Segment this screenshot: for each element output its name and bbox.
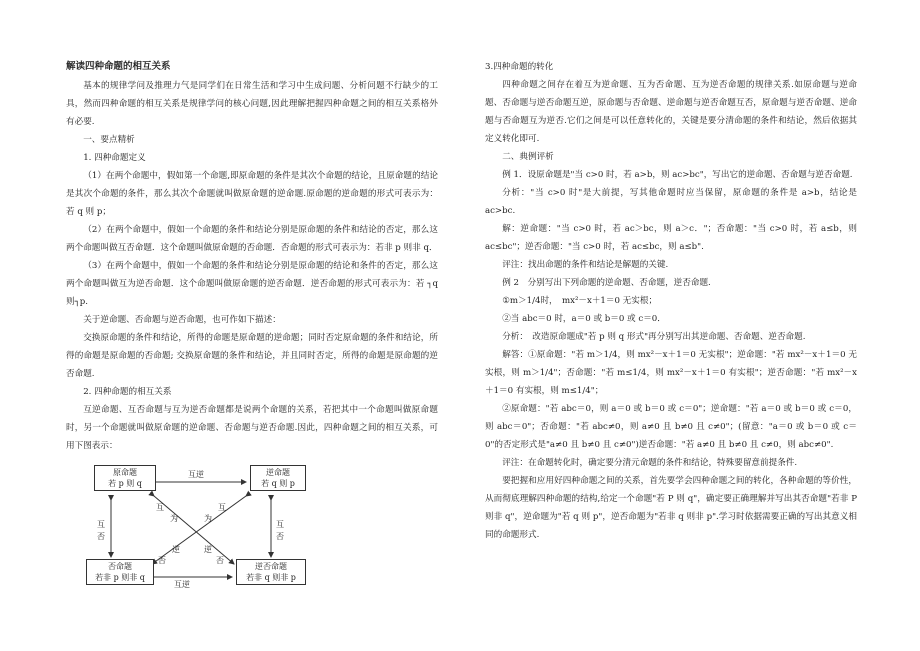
label-diag2-4: 否 [158, 556, 166, 565]
box-inverse-form: 若非 p 则非 q [95, 573, 145, 582]
example-2-analysis: 分析： 改造原命题成"若 p 则 q 形式"再分别写出其逆命题、否命题、逆否命题. [502, 332, 806, 342]
example-2-item-1: ①m＞1/4时， mx²－x＋1＝0 无实根； [502, 296, 658, 306]
example-1-analysis: 分析："当 c>0 时"是大前提，写其他命题时应当保留，原命题的条件是 a>b，结论是 ac>bc. [485, 188, 857, 216]
subheading-relations: 2. 四种命题的相互关系 [83, 387, 172, 397]
example-2-comment: 评注：在命题转化时，确定要分清元命题的条件和结论，特殊要留意前提条件. [502, 458, 798, 468]
four-propositions-diagram [66, 462, 438, 602]
label-left-2: 否 [97, 532, 105, 541]
example-2-item-2: ②当 abc＝0 时，a＝0 或 b＝0 或 c＝0． [502, 314, 666, 324]
article-title: 解读四种命题的相互关系 [66, 61, 171, 72]
definition-contrapositive: （3）在两个命题中，假如一个命题的条件和结论分别是原命题的结论和条件的否定，那么这两个命题叫做互为逆否命题．这个命题叫做原命题的逆否命题．逆否命题的形式可表示为：若 ┐q 则┐p. [66, 261, 438, 307]
box-inverse-title: 否命题 [108, 562, 132, 571]
label-bottom: 互逆 [174, 580, 190, 589]
left-column [66, 58, 438, 602]
subheading-definitions: 1. 四种命题定义 [83, 153, 146, 163]
box-contrapositive [236, 559, 306, 585]
label-right-1: 互 [276, 520, 284, 529]
box-original-form: 若 p 则 q [108, 479, 142, 488]
box-converse-title: 逆命题 [266, 468, 290, 477]
box-contrapositive-form: 若非 q 则非 p [246, 573, 296, 582]
label-diag2-1: 互 [218, 503, 226, 512]
label-diag2-3: 逆 [172, 545, 180, 554]
box-original-title: 原命题 [113, 468, 137, 477]
box-converse [250, 465, 306, 491]
label-diag1-1: 互 [156, 503, 164, 512]
label-diag2-2: 为 [204, 514, 212, 523]
section-heading-2: 二、典例评析 [502, 152, 554, 162]
example-1-comment: 评注：找出命题的条件和结论是解题的关键. [502, 260, 669, 270]
definition-inverse: （2）在两个命题中，假如一个命题的条件和结论分别是原命题的条件和结论的否定，那么这两个命题叫做互否命题．这个命题叫做原命题的否命题．否命题的形式可表示为：若非 p 则非 q． [66, 225, 438, 253]
box-converse-form: 若 q 则 p [261, 479, 295, 488]
right-column [485, 58, 857, 544]
label-diag1-3: 逆 [204, 545, 212, 554]
label-diag1-4: 否 [216, 556, 224, 565]
example-1-solution: 解：逆命题："当 c>0 时，若 ac＞bc，则 a＞c．"；否命题："当 c>0 时，若 a≤b，则 ac≤bc"；逆否命题："当 c>0 时，若 ac≤bc，则 a≤b". [485, 224, 857, 252]
box-inverse [86, 559, 154, 585]
example-2-solution-2: ②原命题："若 abc＝0，则 a＝0 或 b＝0 或 c＝0"；逆命题："若 a＝0 或 b＝0 或 c＝0，则 abc＝0"；否命题："若 abc≠0，则 a≠0 且 b≠0 且 c≠0"；(留意："a＝0 或 b＝0 或 c＝0"的否定形式是"a≠0 且 b≠0 且 c≠0")逆否命题："若 a≠0 且 b≠0 且 c≠0，则 abc≠0". [485, 404, 857, 450]
box-original [94, 465, 156, 491]
relations-paragraph: 互逆命题、互否命题与互为逆否命题都是说两个命题的关系，若把其中一个命题叫做原命题时，另一个命题就叫做原命题的逆命题、否命题与逆否命题.因此，四种命题之间的相互关系，可用下图表示： [66, 405, 438, 451]
box-contrapositive-title: 逆否命题 [255, 562, 287, 571]
label-left-1: 互 [97, 520, 105, 529]
label-right-2: 否 [276, 532, 284, 541]
example-2: 例 2 分别写出下列命题的逆命题、否命题，逆否命题. [502, 278, 711, 288]
label-top: 互逆 [188, 470, 204, 479]
conversion-paragraph: 四种命题之间存在着互为逆命题、互为否命题、互为逆否命题的规律关系.如原命题与逆命题、否命题与逆否命题互逆，原命题与否命题、逆命题与逆否命题互否，原命题与逆否命题、逆命题与否命题互为逆否.它们之间是可以任意转化的，关键是要分清命题的条件和结论，然后依据其定义转化即可. [485, 80, 857, 144]
example-2-solution-1: 解答：①原命题："若 m＞1/4，则 mx²－x＋1＝0 无实根"；逆命题："若 mx²－x＋1＝0 无实根，则 m＞1/4"；否命题："若 m≤1/4，则 mx²－x＋1＝0 有实根"；逆否命题："若 mx²－x＋1＝0 有实根，则 m≤1/4"； [485, 350, 857, 396]
definition-converse: （1）在两个命题中，假如第一个命题,即原命题的条件是其次个命题的结论，且原命题的结论是其次个命题的条件，那么其次个命题就叫做原命题的逆命题.原命题的逆命题的形式可表示为：若 q 则 p； [66, 171, 438, 217]
subheading-conversion: 3.四种命题的转化 [485, 62, 554, 72]
description-paragraph: 交换原命题的条件和结论，所得的命题是原命题的逆命题；同时否定原命题的条件和结论，所得的命题是原命题的否命题; 交换原命题的条件和结论，并且同时否定，所得的命题是原命题的逆否命题. [66, 333, 438, 379]
closing-paragraph: 要把握和应用好四种命题之间的关系，首先要学会四种命题之间的转化，各种命题的等价性，从而彻底理解四种命题的结构,给定一个命题"若 P 则 q"，确定要正确理解并写出其否命题"若非 P 则非 q"，逆命题为"若 q 则 p"，逆否命题为"若非 q 则非 p".学习时依据需要正确的写出其意义相同的命题形式. [485, 476, 857, 540]
example-1: 例 1．设原命题是"当 c>0 时，若 a>b，则 ac>bc"，写出它的逆命题、否命题与逆否命题. [502, 170, 853, 180]
description-intro: 关于逆命题、否命题与逆否命题，也可作如下描述： [83, 315, 281, 325]
intro-paragraph: 基本的规律学问及推理力气是同学们在日常生活和学习中生成问题、分析问题不行缺少的工具，然而四种命题的相互关系是规律学问的核心问题,因此理解把握四种命题之间的相互关系格外有必要. [66, 81, 438, 127]
label-diag1-2: 为 [170, 514, 178, 523]
section-heading-1: 一、要点精析 [83, 135, 135, 145]
